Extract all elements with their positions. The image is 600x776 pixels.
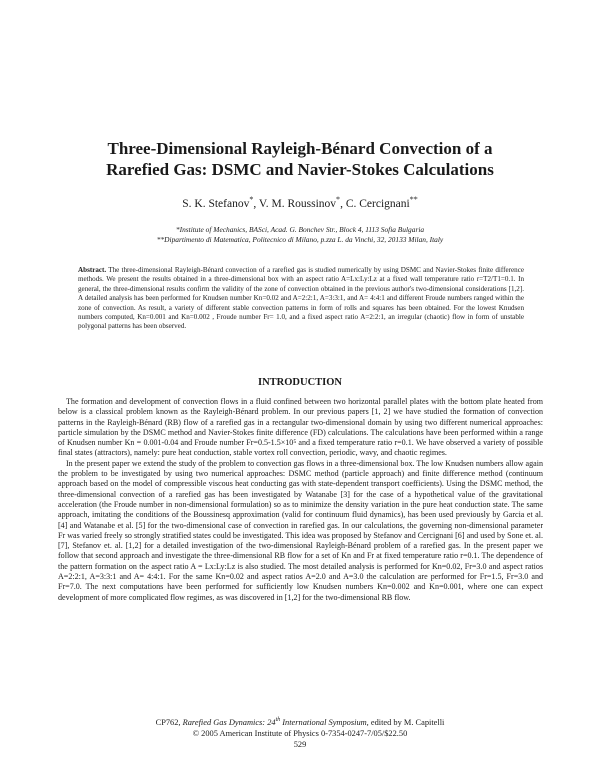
title-line-2: Rarefied Gas: DSMC and Navier-Stokes Calculations: [106, 160, 494, 179]
footer-ordinal: th: [275, 717, 281, 724]
footer-proceedings: Rarefied Gas Dynamics: 24: [182, 718, 276, 727]
author-separator: ,: [340, 198, 346, 210]
page-footer: [60, 717, 540, 750]
affiliation-line: *Institute of Mechanics, BASci, Acad. G. Bonchev Str., Block 4, 1113 Sofia Bulgaria: [175, 225, 425, 234]
page-number: 529: [293, 740, 307, 749]
footer-editor: edited by M. Capitelli: [370, 718, 445, 727]
paragraph: The formation and development of convection flows in a fluid confined between two horizontal parallel plates with the bottom plate heated from below is a classical problem known as the Rayleigh-Bénard problem. In our previous papers [1, 2] we have studied the formation of convection patterns in the Rayleigh-Bénard (RB) flow of a rarefied gas in a rectangular two-dimensional domain by using two different numerical approaches: particle simulation by the DSMC method and Navier-Stokes finite difference (FD) calculations. The calculations have been performed within a range of Knudsen number Kn = 0.001-0.04 and Froude number Fr=0.5-1.5×10⁵ and a fixed temperature ratio r=0.1. We have observed a variety of possible final states (attractors), namely: pure heat conduction, stable vortex roll convection, periodic, wavy, and chaotic regimes.: [58, 397, 543, 458]
section-heading: INTRODUCTION: [257, 377, 342, 388]
author-separator: ,: [253, 198, 259, 210]
author-list: [60, 197, 540, 211]
paper-title: [60, 138, 540, 180]
footer-copyright: © 2005 American Institute of Physics 0-7354-0247-7/05/$22.50: [192, 729, 408, 738]
author-mark: *: [249, 195, 254, 205]
affiliation-line: **Dipartimento di Matematica, Politecnico di Milano, p.zza L. da Vinchi, 32, 20133 Milan, Italy: [156, 235, 444, 244]
author-name: V. M. Roussinov: [258, 198, 337, 210]
author-name: C. Cercignani: [345, 198, 410, 210]
paragraph: In the present paper we extend the study of the problem to convection gas flows in a three-dimensional box. The low Knudsen numbers allow again the problem to be investigated by using two numerical approaches: DSMC method (particle approach) and finite difference method (continuum approach based on the model of compressible viscous heat conducting gas with state-dependent transport coefficients). Using the DSMC method, the three-dimensional convection of a rarefied gas has been investigated by Watanabe [3] for the case of a hypothetical value of the gravitational acceleration (the Froude number in non-dimensional formulation) so as to minimize the density variation in the pure heat conduction state. The same approach, imitating the conditions of the Boussinesq approximation (valid for continuum fluid dynamics), has been used previously by Garcia et al. [4] and Watanabe et al. [5] for the two-dimensional case of convection in rarefied gas. In our calculations, the governing non-dimensional parameter Fr was varied freely so strongly stratified states could be investigated. This idea was proposed by Stefanov and Cercignani [6] and used by Sone et. al. [7], Stefanov et. al. [1,2] for a detailed investigation of the two-dimensional Rayleigh-Bénard problem of a rarefied gas. In the present paper we follow that second approach and investigate the three-dimensional RB flow for a set of Kn and Fr at fixed temperature ratio r=0.1. The dependence of the pattern formation on the aspect ratio A = Lx:Ly:Lz is also studied. The most detailed analysis is performed for Kn=0.02, Fr=3.0 and aspect ratios A=2:2:1, A=3:3:1 and A= 4:4:1. For the same Kn=0.02 and aspect ratios A=2.0 and A=3.0 the calculation are performed for Fr=1.5, Fr=3.0 and Fr=7.0. The next computations have been performed for sufficiently low Knudsen numbers Kn=0.002 and Kn=0.001, where one can expect development of more complicated flow regimes, as was discovered in [1,2] for the two-dimensional RB flow.: [58, 458, 543, 602]
footer-citation: [60, 717, 540, 728]
abstract-text: The three-dimensional Rayleigh-Bénard convection of a rarefied gas is studied numerically by using DSMC and Navier-Stokes finite difference methods. We present the results obtained in a three-dimensional box with an aspect ratio A=Lx:Ly:Lz at a fixed wall temperature ratio r=T2/T1=0.1. In general, the three-dimensional results confirm the validity of the zone of convection obtained in the previous author's two-dimensional considerations [1,2]. A detailed analysis has been performed for Knudsen number Kn=0.02 and A=2:2:1, A=3:3:1, and A= 4:4:1 and different Froude numbers ranged within the zone of convection. As result, a variety of different stable convection patterns in form of rolls and squares has been obtained. For the lowest Knudsen numbers computed, Kn=0.001 and Kn=0.002 , Froude number Fr= 1.0, and a fixed aspect ratio A=2:2:1, an irregular (chaotic) flow in form of unstable polygonal patterns has been observed.: [78, 266, 524, 331]
body-text: [58, 397, 543, 603]
footer-proceedings-end: International Symposium,: [282, 718, 369, 727]
author-name: S. K. Stefanov: [182, 198, 250, 210]
title-line-1: Three-Dimensional Rayleigh-Bénard Convection of a: [107, 139, 493, 158]
affiliations: [60, 225, 540, 245]
author-mark: **: [409, 195, 418, 205]
abstract: [78, 266, 524, 332]
author-mark: *: [336, 195, 341, 205]
abstract-label: Abstract.: [78, 266, 107, 274]
footer-cp: CP762,: [155, 718, 181, 727]
